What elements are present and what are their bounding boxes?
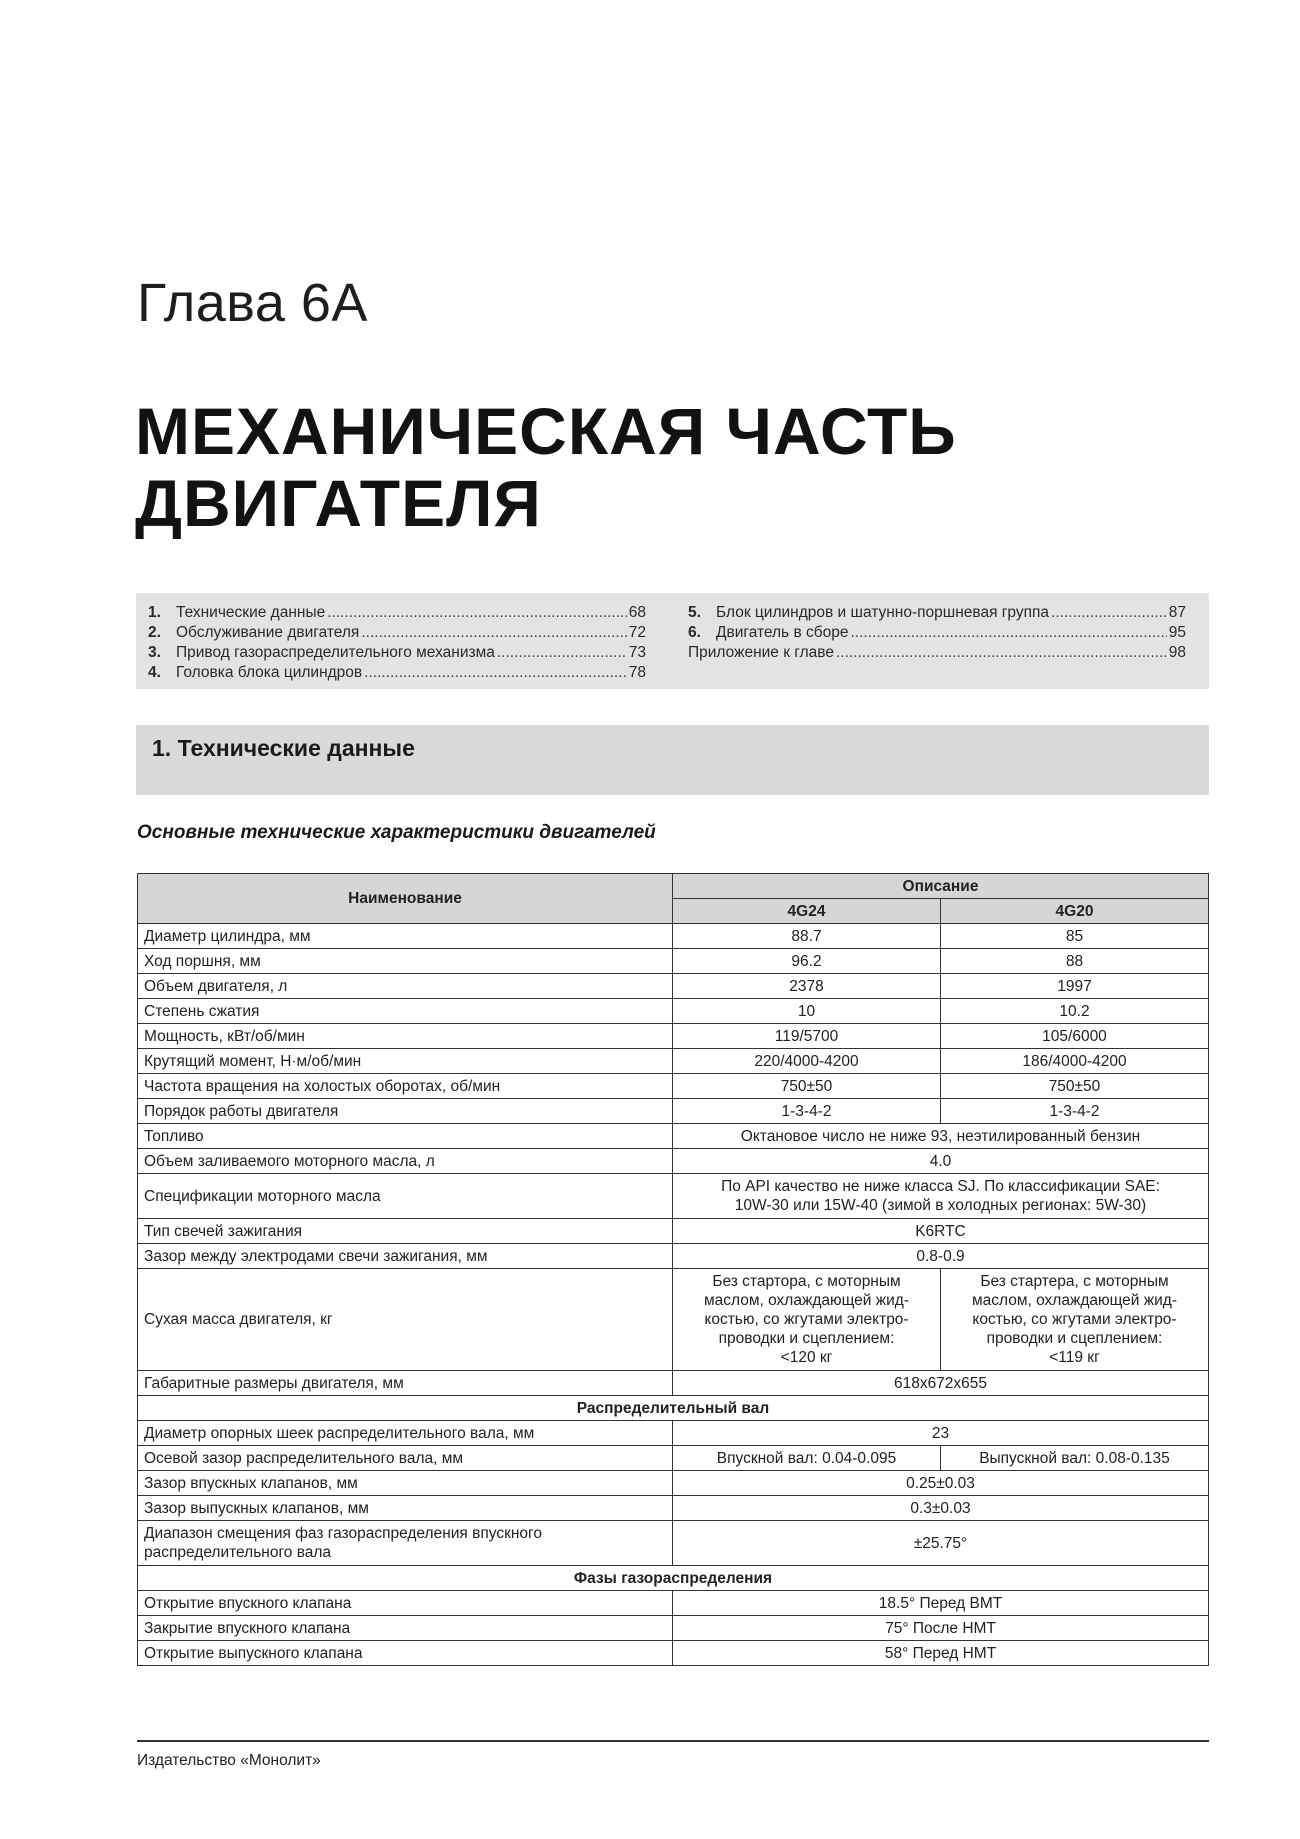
- table-caption: Основные технические характеристики двигателей: [137, 822, 656, 843]
- toc-number: 1.: [148, 604, 161, 621]
- row-value-b: 10.2: [940, 999, 1208, 1024]
- value-line: костью, со жгутами электро-: [972, 1311, 1177, 1328]
- row-name: Закрытие впускного клапана: [138, 1616, 673, 1641]
- toc-text: Блок цилиндров и шатунно-поршневая группа: [716, 604, 1050, 621]
- toc-item[interactable]: [688, 623, 1186, 643]
- table-row: [138, 1496, 1209, 1521]
- row-value-a: Впускной вал: 0.04-0.095: [673, 1446, 941, 1471]
- table-row: [138, 1219, 1209, 1244]
- value-line: <119 кг: [1049, 1349, 1100, 1366]
- toc-number: 4.: [148, 664, 161, 681]
- table-row: [138, 1616, 1209, 1641]
- row-name: Открытие впускного клапана: [138, 1591, 673, 1616]
- table-row: [138, 1421, 1209, 1446]
- value-line: По API качество не ниже класса SJ. По классификации SAE:: [721, 1178, 1160, 1195]
- toc-page: 72: [628, 624, 646, 641]
- toc-number: 3.: [148, 644, 161, 661]
- row-value: 4.0: [673, 1149, 1209, 1174]
- table-row: [138, 1099, 1209, 1124]
- row-value-b: 750±50: [940, 1074, 1208, 1099]
- toc-leader: [1051, 603, 1167, 623]
- row-value-a: 2378: [673, 974, 941, 999]
- name-line: распределительного вала: [144, 1544, 332, 1561]
- table-row: [138, 974, 1209, 999]
- row-value-a: 88.7: [673, 924, 941, 949]
- row-value-b: 105/6000: [940, 1024, 1208, 1049]
- row-value: 0.25±0.03: [673, 1471, 1209, 1496]
- row-value-b: 1997: [940, 974, 1208, 999]
- row-name: Степень сжатия: [138, 999, 673, 1024]
- row-value: 618x672x655: [673, 1371, 1209, 1396]
- toc-number: 2.: [148, 624, 161, 641]
- engine-spec-table: [137, 873, 1209, 1666]
- row-value: ±25.75°: [673, 1521, 1209, 1566]
- table-row: [138, 1641, 1209, 1666]
- toc-leader: [850, 623, 1166, 643]
- value-line: Без стартора, с моторным: [712, 1273, 901, 1290]
- toc-item[interactable]: [148, 603, 646, 623]
- row-name: Диаметр опорных шеек распределительного вала, мм: [138, 1421, 673, 1446]
- row-name: Зазор между электродами свечи зажигания, мм: [138, 1244, 673, 1269]
- toc-page: 95: [1168, 624, 1186, 641]
- toc-item[interactable]: [148, 643, 646, 663]
- value-line: проводки и сцеплением:: [986, 1330, 1163, 1347]
- value-line: проводки и сцеплением:: [718, 1330, 895, 1347]
- row-name: Объем двигателя, л: [138, 974, 673, 999]
- footer-divider: [137, 1740, 1209, 1742]
- value-line: маслом, охлаждающей жид-: [703, 1292, 910, 1309]
- toc-item[interactable]: [148, 623, 646, 643]
- toc-text: Головка блока цилиндров: [176, 664, 363, 681]
- table-row: [138, 1244, 1209, 1269]
- row-value-b: 85: [940, 924, 1208, 949]
- toc-leader: [327, 603, 627, 623]
- row-name: Тип свечей зажигания: [138, 1219, 673, 1244]
- row-value-b: 186/4000-4200: [940, 1049, 1208, 1074]
- toc-column-right: [688, 603, 1186, 663]
- row-name: Объем заливаемого моторного масла, л: [138, 1149, 673, 1174]
- group-title-camshaft: Распределительный вал: [138, 1396, 1209, 1421]
- table-of-contents: [136, 593, 1209, 689]
- header-name: Наименование: [138, 874, 673, 924]
- toc-leader: [364, 663, 627, 683]
- row-name: Частота вращения на холостых оборотах, об/мин: [138, 1074, 673, 1099]
- row-value-a: 750±50: [673, 1074, 941, 1099]
- section-title: 1. Технические данные: [152, 735, 415, 761]
- row-value-a: 220/4000-4200: [673, 1049, 941, 1074]
- value-line: костью, со жгутами электро-: [704, 1311, 909, 1328]
- toc-page: 68: [628, 604, 646, 621]
- row-value-a: 1-3-4-2: [673, 1099, 941, 1124]
- row-name: Топливо: [138, 1124, 673, 1149]
- header-engine-b: 4G20: [940, 899, 1208, 924]
- toc-item[interactable]: [688, 643, 1186, 663]
- toc-text: Приложение к главе: [688, 644, 834, 661]
- table-row: [138, 1049, 1209, 1074]
- header-description: Описание: [673, 874, 1209, 899]
- row-value: 0.3±0.03: [673, 1496, 1209, 1521]
- toc-leader: [361, 623, 626, 643]
- toc-item[interactable]: [688, 603, 1186, 623]
- section-header: [136, 725, 1209, 795]
- table-row: [138, 1371, 1209, 1396]
- table-row: [138, 924, 1209, 949]
- table-row: [138, 1591, 1209, 1616]
- row-value: Октановое число не ниже 93, неэтилированный бензин: [673, 1124, 1209, 1149]
- row-name: Зазор выпускных клапанов, мм: [138, 1496, 673, 1521]
- toc-number: 5.: [688, 604, 701, 621]
- table-row: [138, 1521, 1209, 1566]
- row-value-b: [940, 1269, 1208, 1371]
- toc-leader: [836, 643, 1167, 663]
- chapter-label: Глава 6А: [137, 273, 368, 333]
- row-name: Крутящий момент, Н·м/об/мин: [138, 1049, 673, 1074]
- table-row: [138, 1269, 1209, 1371]
- toc-leader: [497, 643, 627, 663]
- row-value: 23: [673, 1421, 1209, 1446]
- header-engine-a: 4G24: [673, 899, 941, 924]
- table-row: [138, 1124, 1209, 1149]
- toc-column-left: [148, 603, 646, 683]
- title-line: МЕХАНИЧЕСКАЯ ЧАСТЬ: [135, 394, 957, 468]
- table-row: [138, 1174, 1209, 1219]
- name-line: Диапазон смещения фаз газораспределения впускного: [144, 1525, 542, 1542]
- row-value-a: 119/5700: [673, 1024, 941, 1049]
- row-name: Спецификации моторного масла: [138, 1174, 673, 1219]
- row-value: 18.5° Перед ВМТ: [673, 1591, 1209, 1616]
- row-value-a: 96.2: [673, 949, 941, 974]
- table-row: [138, 1471, 1209, 1496]
- row-value-a: [673, 1269, 941, 1371]
- toc-number: 6.: [688, 624, 701, 641]
- publisher-footer: Издательство «Монолит»: [137, 1752, 321, 1769]
- toc-text: Обслуживание двигателя: [176, 624, 360, 641]
- row-value-a: 10: [673, 999, 941, 1024]
- table-header-row: [138, 874, 1209, 899]
- toc-page: 98: [1168, 644, 1186, 661]
- toc-text: Технические данные: [176, 604, 326, 621]
- row-name: Диаметр цилиндра, мм: [138, 924, 673, 949]
- row-name: Сухая масса двигателя, кг: [138, 1269, 673, 1371]
- row-value-b: 1-3-4-2: [940, 1099, 1208, 1124]
- row-name: [138, 1521, 673, 1566]
- table-row: [138, 1446, 1209, 1471]
- value-line: <120 кг: [780, 1349, 833, 1366]
- row-value: K6RTC: [673, 1219, 1209, 1244]
- row-value: [673, 1174, 1209, 1219]
- toc-item[interactable]: [148, 663, 646, 683]
- table-group-row: [138, 1396, 1209, 1421]
- toc-page: 78: [628, 664, 646, 681]
- row-name: Осевой зазор распределительного вала, мм: [138, 1446, 673, 1471]
- row-value: 75° После НМТ: [673, 1616, 1209, 1641]
- toc-text: Двигатель в сборе: [716, 624, 849, 641]
- toc-page: 87: [1168, 604, 1186, 621]
- table-row: [138, 1149, 1209, 1174]
- group-title-timing: Фазы газораспределения: [138, 1566, 1209, 1591]
- row-name: Порядок работы двигателя: [138, 1099, 673, 1124]
- toc-page: 73: [628, 644, 646, 661]
- title-line: ДВИГАТЕЛЯ: [135, 466, 542, 540]
- row-value-b: 88: [940, 949, 1208, 974]
- row-name: Габаритные размеры двигателя, мм: [138, 1371, 673, 1396]
- table-group-row: [138, 1566, 1209, 1591]
- row-name: Мощность, кВт/об/мин: [138, 1024, 673, 1049]
- value-line: 10W-30 или 15W-40 (зимой в холодных регионах: 5W-30): [734, 1197, 1147, 1214]
- row-value-b: Выпускной вал: 0.08-0.135: [940, 1446, 1208, 1471]
- row-name: Ход поршня, мм: [138, 949, 673, 974]
- table-row: [138, 999, 1209, 1024]
- value-line: Без стартера, с моторным: [980, 1273, 1169, 1290]
- toc-text: Привод газораспределительного механизма: [176, 644, 495, 661]
- row-name: Зазор впускных клапанов, мм: [138, 1471, 673, 1496]
- page-title: [135, 395, 1235, 539]
- table-row: [138, 1024, 1209, 1049]
- row-value: 0.8-0.9: [673, 1244, 1209, 1269]
- row-value: 58° Перед НМТ: [673, 1641, 1209, 1666]
- table-row: [138, 949, 1209, 974]
- value-line: маслом, охлаждающей жид-: [971, 1292, 1178, 1309]
- row-name: Открытие выпускного клапана: [138, 1641, 673, 1666]
- table-row: [138, 1074, 1209, 1099]
